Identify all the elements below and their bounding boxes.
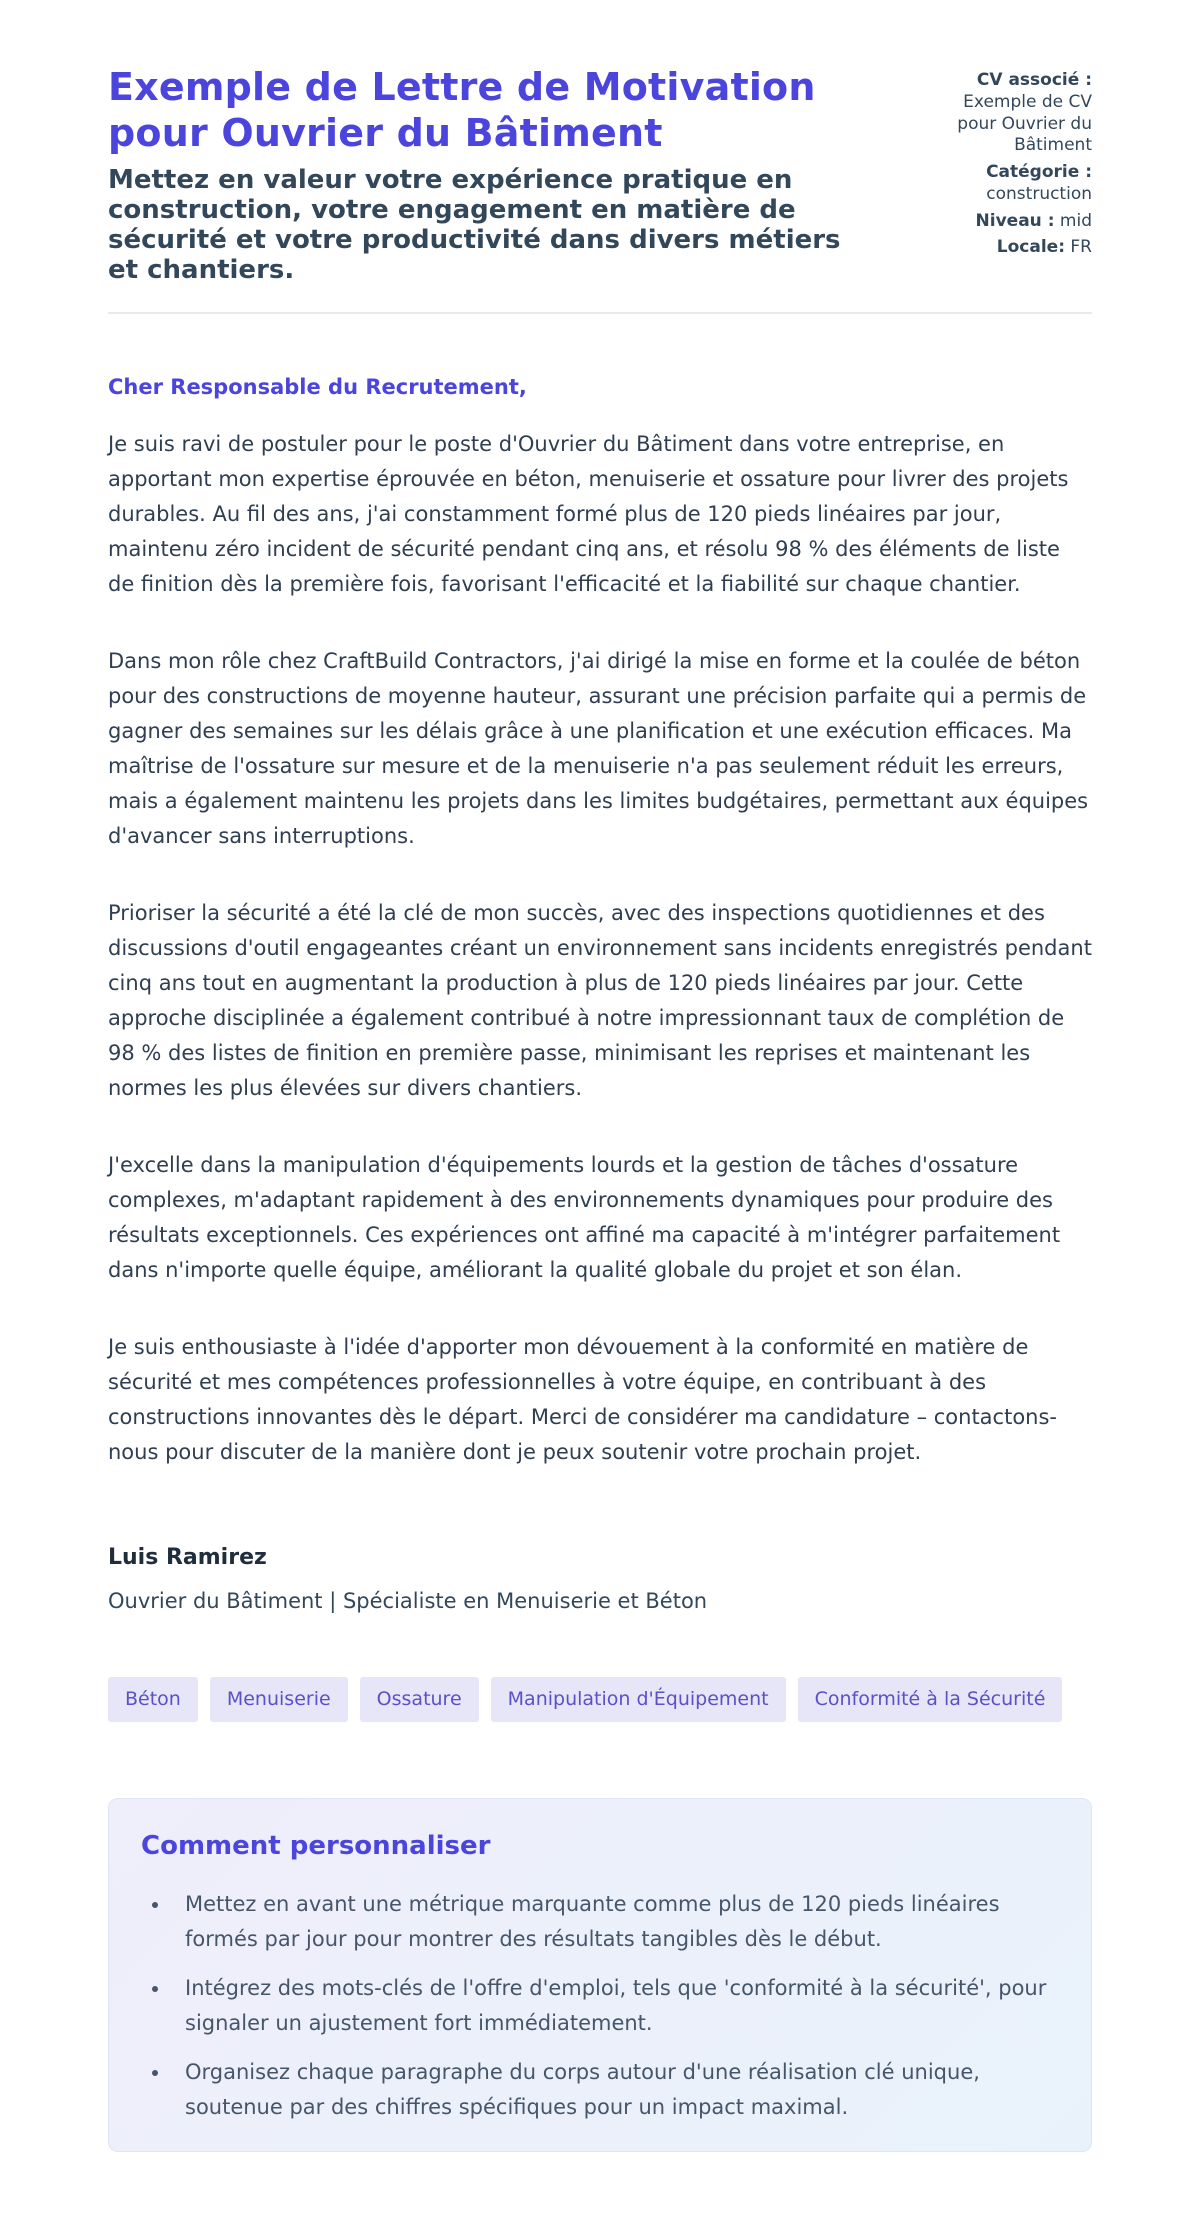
meta-item-locale [942, 237, 1092, 259]
header-divider [108, 312, 1092, 314]
letter-header [108, 64, 1092, 285]
tag-ossature: Ossature [360, 1677, 479, 1722]
letter-paragraph-2: Dans mon rôle chez CraftBuild Contractors, j'ai dirigé la mise en forme et la coulée de béton pour des constructions de moyenne hauteur, assurant une précision parfaite qui a permis de gagner des semaines sur les délais grâce à une planification et une exécution efficaces. Ma maîtrise de l'ossature sur mesure et de la menuiserie n'a pas seulement réduit les erreurs, mais a également maintenu les projets dans les limites budgétaires, permettant aux équipes d'avancer sans interruptions. [108, 649, 1089, 849]
meta-label: Locale: [996, 237, 1065, 258]
meta-panel [942, 64, 1092, 264]
tag-conformite-securite: Conformité à la Sécurité [798, 1677, 1063, 1722]
meta-label: Catégorie : [986, 162, 1092, 182]
tip-item-1: • Mettez en avant une métrique marquante comme plus de 120 pieds linéaires formés par jour pour montrer des résultats tangibles dès le début. [171, 1887, 1055, 1957]
meta-label: Niveau : [975, 210, 1055, 231]
meta-item-niveau [942, 211, 1092, 233]
salutation: Cher Responsable du Recrutement, [108, 375, 527, 400]
letter-paragraph-3: Prioriser la sécurité a été la clé de mon succès, avec des inspections quotidiennes et des discussions d'outil engageantes créant un environnement sans incidents enregistrés pendant cinq ans tout en augmentant la production à plus de 120 pieds linéaires par jour. Cette approche disciplinée a également contribué à notre impressionnant taux de complétion de 98 % des listes de finition en première passe, minimisant les reprises et maintenant les normes les plus élevées sur divers chantiers. [108, 901, 1092, 1101]
meta-label: CV associé : [976, 70, 1092, 90]
page-title: Exemple de Lettre de Motivation pour Ouvrier du Bâtiment [108, 65, 816, 156]
signature-name: Luis Ramirez [108, 1545, 267, 1571]
cover-letter-body [108, 370, 1092, 1619]
tag-beton: Béton [108, 1677, 198, 1722]
header-title-block [108, 64, 876, 285]
meta-item-cv-associe [942, 70, 1092, 157]
meta-item-categorie [942, 162, 1092, 206]
tips-card [108, 1798, 1092, 2152]
skill-tags [108, 1677, 1092, 1722]
page-root [108, 0, 1092, 2221]
page-subtitle: Mettez en valeur votre expérience pratique en construction, votre engagement en matière de sécurité et votre productivité dans divers métiers et chantiers. [108, 164, 841, 286]
letter-paragraph-4: J'excelle dans la manipulation d'équipements lourds et la gestion de tâches d'ossature complexes, m'adaptant rapidement à des environnements dynamiques pour produire des résultats exceptionnels. Ces expériences ont affiné ma capacité à m'intégrer parfaitement dans n'importe quelle équipe, améliorant la qualité globale du projet et son élan. [108, 1153, 1061, 1283]
tips-title: Comment personnaliser [141, 1831, 491, 1862]
meta-value: FR [1070, 237, 1092, 258]
tag-manipulation-equipement: Manipulation d'Équipement [491, 1677, 786, 1722]
letter-paragraph-1: Je suis ravi de postuler pour le poste d'Ouvrier du Bâtiment dans votre entreprise, en apportant mon expertise éprouvée en béton, menuiserie et ossature pour livrer des projets durables. Au fil des ans, j'ai constamment formé plus de 120 pieds linéaires par jour, maintenu zéro incident de sécurité pendant cinq ans, et résolu 98 % des éléments de liste de finition dès la première fois, favorisant l'efficacité et la fiabilité sur chaque chantier. [108, 432, 1069, 597]
meta-value: mid [1059, 210, 1092, 231]
meta-value: Exemple de CV pour Ouvrier du Bâtiment [957, 91, 1092, 156]
tips-list [141, 1887, 1055, 2125]
letter-paragraph-5: Je suis enthousiaste à l'idée d'apporter mon dévouement à la conformité en matière de sécurité et mes compétences professionnelles à votre équipe, en contribuant à des constructions innovantes dès le départ. Merci de considérer ma candidature – contactons-nous pour discuter de la manière dont je peux soutenir votre prochain projet. [108, 1335, 1058, 1465]
tip-item-3: • Organisez chaque paragraphe du corps autour d'une réalisation clé unique, soutenue par des chiffres spécifiques pour un impact maximal. [171, 2055, 1055, 2125]
meta-value: construction [986, 183, 1092, 204]
tag-menuiserie: Menuiserie [210, 1677, 348, 1722]
tip-item-2: • Intégrez des mots-clés de l'offre d'emploi, tels que 'conformité à la sécurité', pour signaler un ajustement fort immédiatement. [171, 1971, 1055, 2041]
signature-role: Ouvrier du Bâtiment | Spécialiste en Menuiserie et Béton [108, 1589, 708, 1614]
